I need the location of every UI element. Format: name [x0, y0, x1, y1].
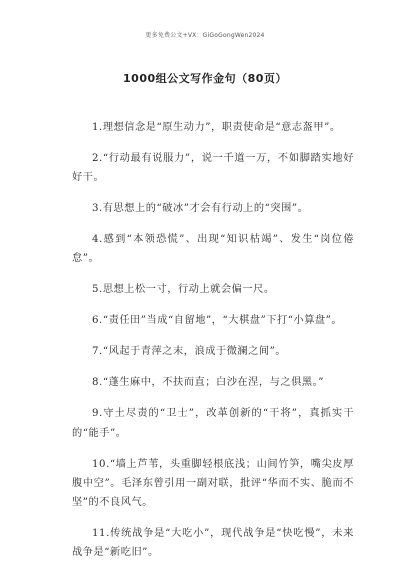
paragraph-1: 1.理想信念是“原生动力”，职责使命是“意志盔甲”。 — [92, 122, 341, 133]
document-body — [72, 118, 354, 574]
paragraph-7: 7.“风起于青萍之末，浪成于微澜之间”。 — [92, 346, 287, 358]
paragraph-3: 3.有思想上的“破冰”才会有行动上的“突围”。 — [92, 203, 309, 215]
paragraph-11: 11.传统战争是“大吃小”，现代战争是“快吃慢”，未来战争是“新吃旧”。 — [72, 528, 354, 559]
paragraph-2: 2.“行动最有说服力”，说一千道一万，不如脚踏实地好好干。 — [72, 153, 354, 184]
paragraph-4: 4.感到“本领恐慌”、出现“知识枯竭”、发生“岗位倦怠”。 — [72, 234, 354, 265]
document-title: 1000组公文写作金句（80页） — [123, 72, 287, 85]
paragraph-8: 8.“蓬生麻中，不扶而直；白沙在涅，与之俱黑。” — [92, 377, 324, 389]
header-note: 更多免费公文+VX：GiGoGongWen2024 — [145, 32, 265, 39]
paragraph-10: 10.“墙上芦苇，头重脚轻根底浅；山间竹笋，嘴尖皮厚腹中空”。毛泽东曾引用一副对联，批评“华而不实、脆而不坚”的不良风气。 — [72, 458, 354, 509]
paragraph-9: 9.守土尽责的“卫士”，改革创新的“干将”，真抓实干的“能手”。 — [72, 408, 354, 439]
paragraph-5: 5.思想上松一寸，行动上就会偏一尺。 — [92, 284, 275, 296]
paragraph-6: 6.“责任田”当成“自留地”，“大棋盘”下打“小算盘”。 — [92, 315, 343, 327]
